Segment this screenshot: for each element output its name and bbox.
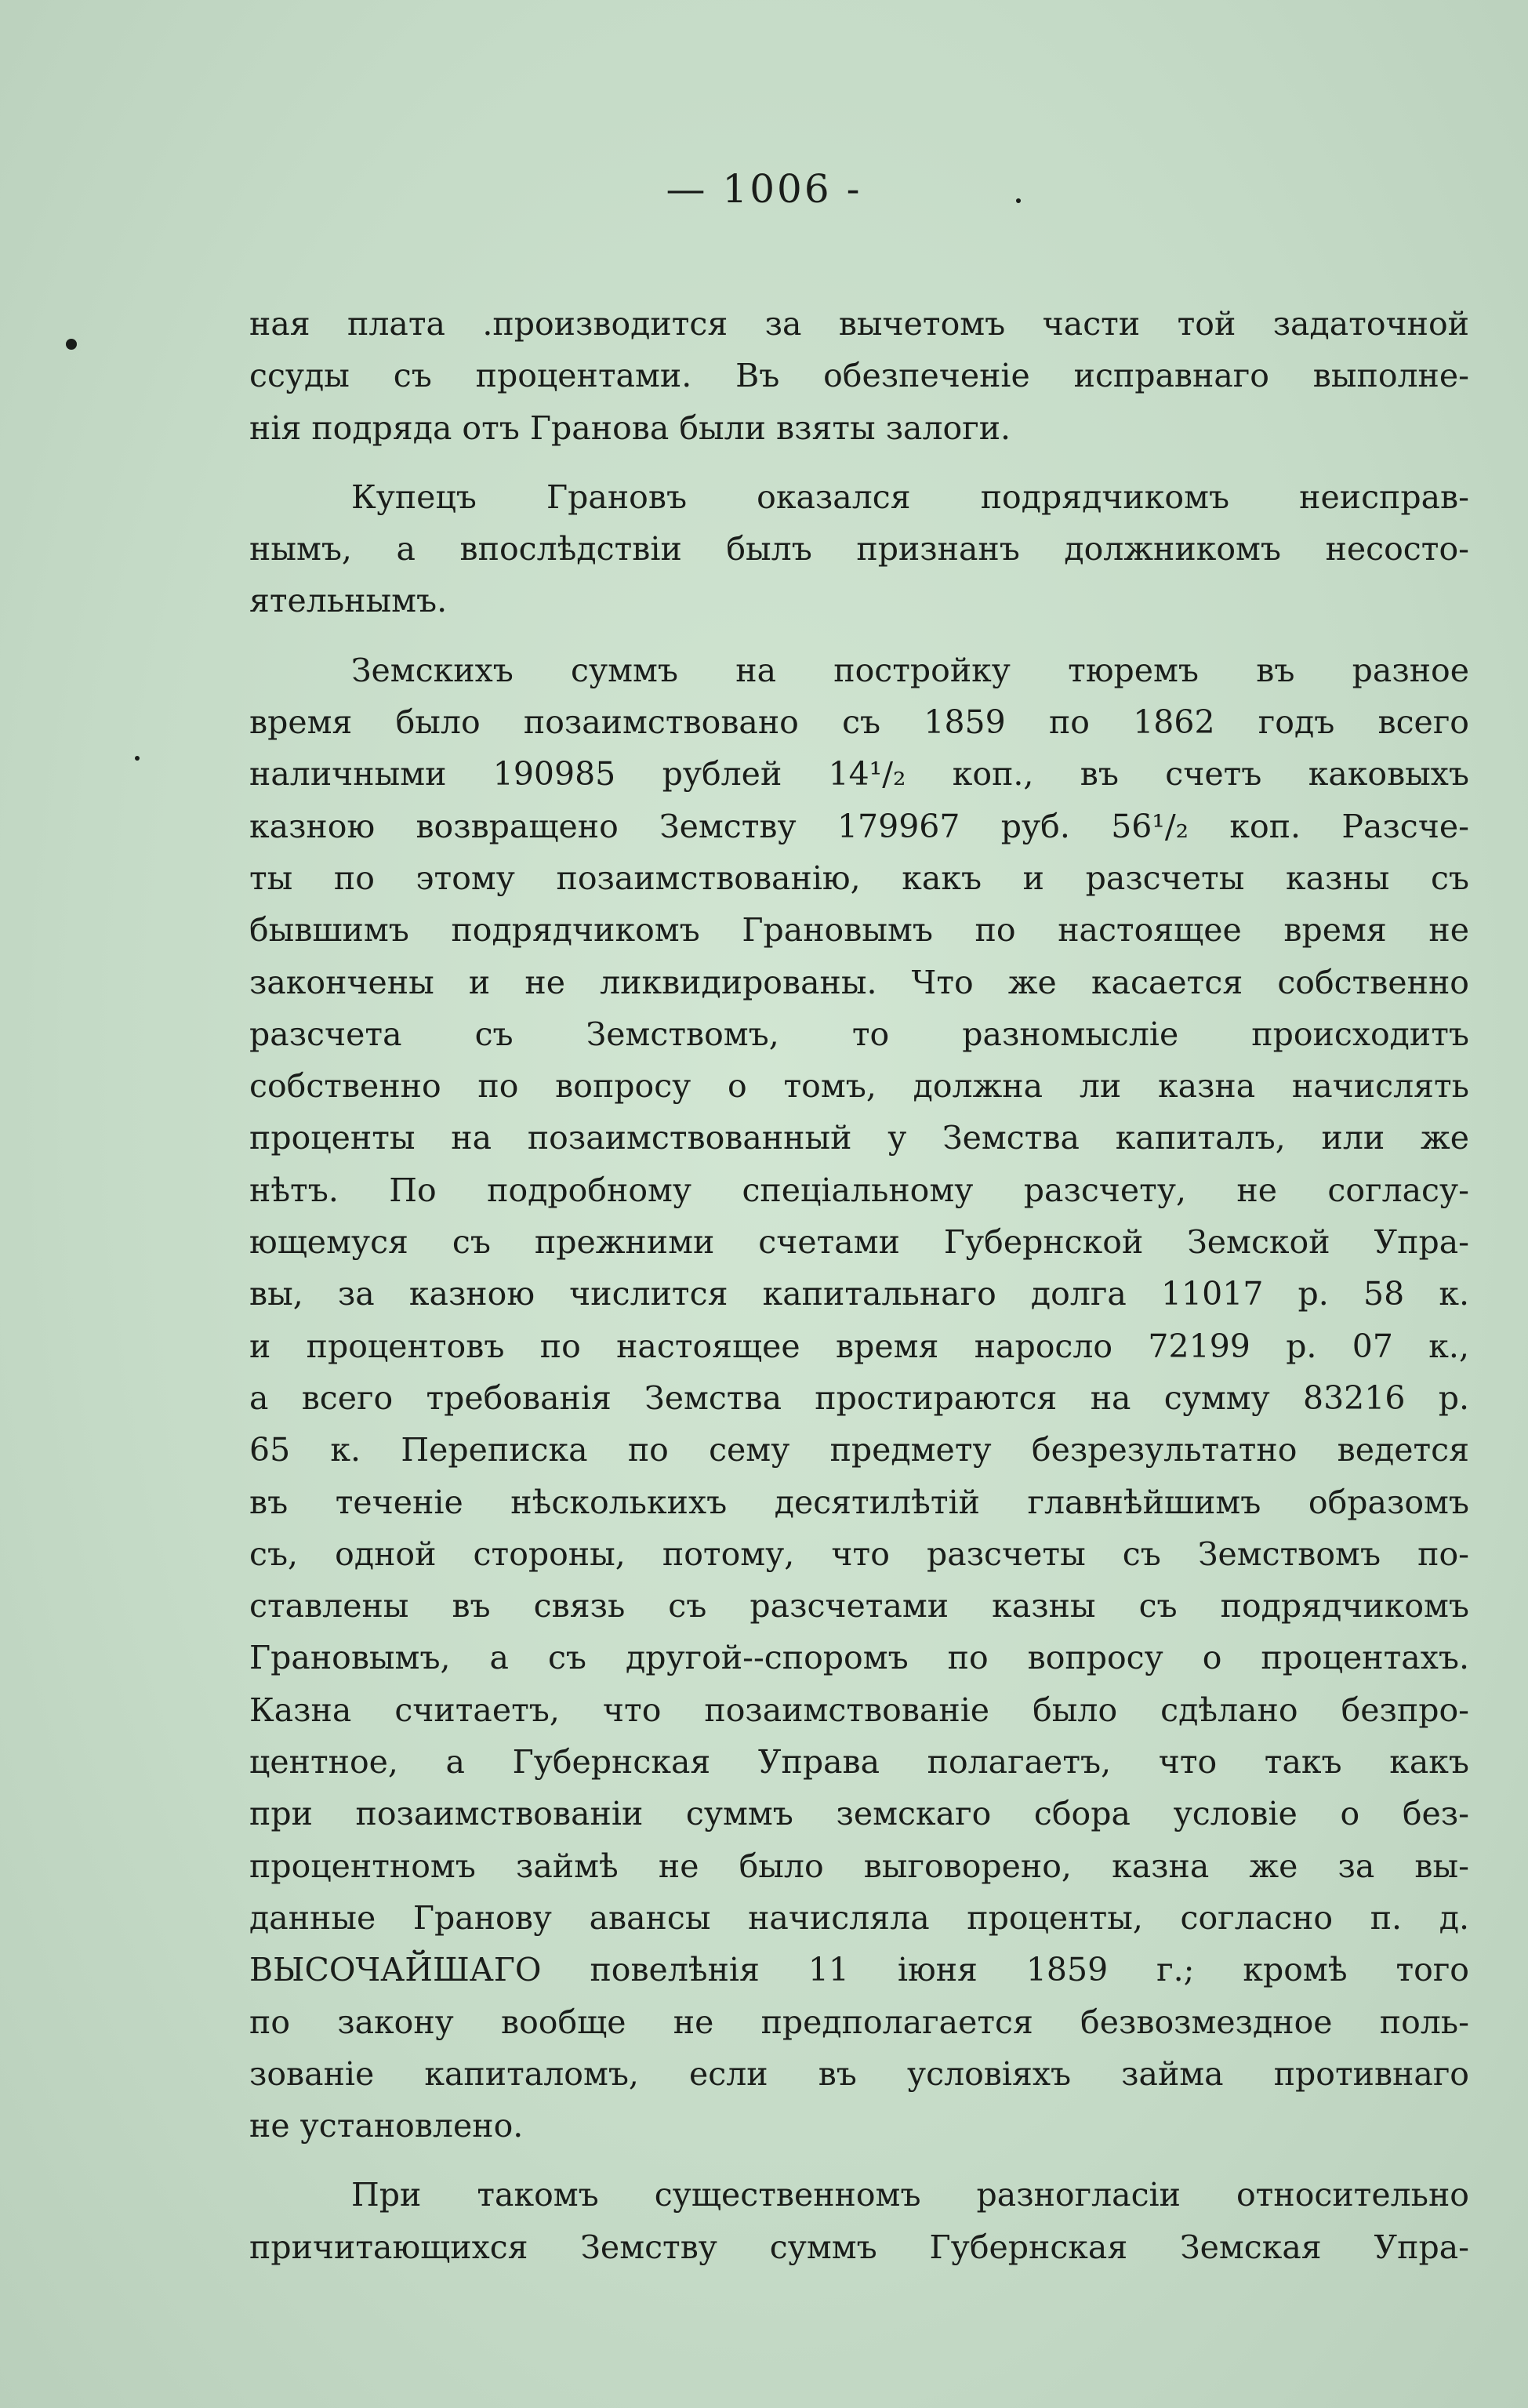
ink-speck <box>135 756 140 761</box>
text-line: При такомъ существенномъ разногласіи относительно <box>351 2176 1469 2214</box>
text-line: 65 к. Переписка по сему предмету безрезультатно ведется <box>249 1431 1469 1469</box>
text-line: ная плата .производится за вычетомъ части той задаточной <box>249 305 1469 343</box>
text-line: не установлено. <box>249 2107 524 2145</box>
text-line: проценты на позаимствованный у Земства капиталъ, или же <box>249 1119 1469 1157</box>
text-line: вы, за казною числится капитальнаго долга 11017 р. 58 к. <box>249 1275 1469 1313</box>
text-line: ты по этому позаимствованію, какъ и разсчеты казны съ <box>249 859 1469 897</box>
text-line: разсчета съ Земствомъ, то разномысліе происходитъ <box>249 1015 1469 1053</box>
text-line: время было позаимствовано съ 1859 по 1862 годъ всего <box>249 703 1469 742</box>
text-line: Земскихъ суммъ на постройку тюремъ въ разное <box>351 651 1469 689</box>
text-line: ятельнымъ. <box>249 582 448 620</box>
text-line: съ, одной стороны, потому, что разсчеты съ Земствомъ по- <box>249 1535 1469 1573</box>
page-number: — 1006 - <box>666 166 862 212</box>
text-line: нѣтъ. По подробному спеціальному разсчету, не согласу- <box>249 1171 1469 1209</box>
text-line: нымъ, а впослѣдствіи былъ признанъ должникомъ несосто- <box>249 530 1469 568</box>
text-line: Казна считаетъ, что позаимствованіе было сдѣлано безпро- <box>249 1691 1469 1729</box>
text-line: данные Гранову авансы начисляла проценты, согласно п. д. <box>249 1898 1469 1937</box>
text-line: и процентовъ по настоящее время наросло 72199 р. 07 к., <box>249 1327 1469 1365</box>
ink-speck <box>1016 198 1021 203</box>
paragraph <box>249 2169 1469 2273</box>
text-line: ющемуся съ прежними счетами Губернской Земской Упра- <box>249 1223 1469 1262</box>
text-line: ставлены въ связь съ разсчетами казны съ подрядчикомъ <box>249 1587 1469 1625</box>
text-line: зованіе капиталомъ, если въ условіяхъ займа противнаго <box>249 2054 1469 2093</box>
body-text <box>249 298 1469 2273</box>
text-line: при позаимствованіи суммъ земскаго сбора условіе о без- <box>249 1795 1469 1833</box>
text-line: собственно по вопросу о томъ, должна ли казна начислять <box>249 1067 1469 1106</box>
text-line: бывшимъ подрядчикомъ Грановымъ по настоящее время не <box>249 911 1469 950</box>
text-line: Грановымъ, а съ другой--споромъ по вопросу о процентахъ. <box>249 1639 1469 1677</box>
text-line: нія подряда отъ Гранова были взяты залоги. <box>249 409 1011 447</box>
text-line: казною возвращено Земству 179967 руб. 56¹/₂ коп. Разсче- <box>249 807 1469 845</box>
text-line: центное, а Губернская Управа полагаетъ, что такъ какъ <box>249 1743 1469 1781</box>
text-line: Купецъ Грановъ оказался подрядчикомъ неисправ- <box>351 478 1469 516</box>
text-line: причитающихся Земству суммъ Губернская Земская Упра- <box>249 2228 1469 2266</box>
text-line: а всего требованія Земства простираются на сумму 83216 р. <box>249 1378 1469 1417</box>
text-line: по закону вообще не предполагается безвозмездное поль- <box>249 2003 1469 2041</box>
paragraph <box>249 298 1469 454</box>
ink-speck <box>66 339 77 350</box>
text-line: ВЫСОЧАЙШАГО повелѣнія 11 іюня 1859 г.; кромѣ того <box>249 1951 1469 1989</box>
text-line: ссуды съ процентами. Въ обезпеченіе исправнаго выполне- <box>249 357 1469 395</box>
paragraph <box>249 471 1469 627</box>
text-line: наличными 190985 рублей 14¹/₂ коп., въ счетъ каковыхъ <box>249 755 1469 794</box>
text-line: закончены и не ликвидированы. Что же касается собственно <box>249 963 1469 1001</box>
text-line: въ теченіе нѣсколькихъ десятилѣтій главнѣйшимъ образомъ <box>249 1483 1469 1521</box>
paragraph <box>249 645 1469 2152</box>
text-line: процентномъ займѣ не было выговорено, казна же за вы- <box>249 1847 1469 1885</box>
